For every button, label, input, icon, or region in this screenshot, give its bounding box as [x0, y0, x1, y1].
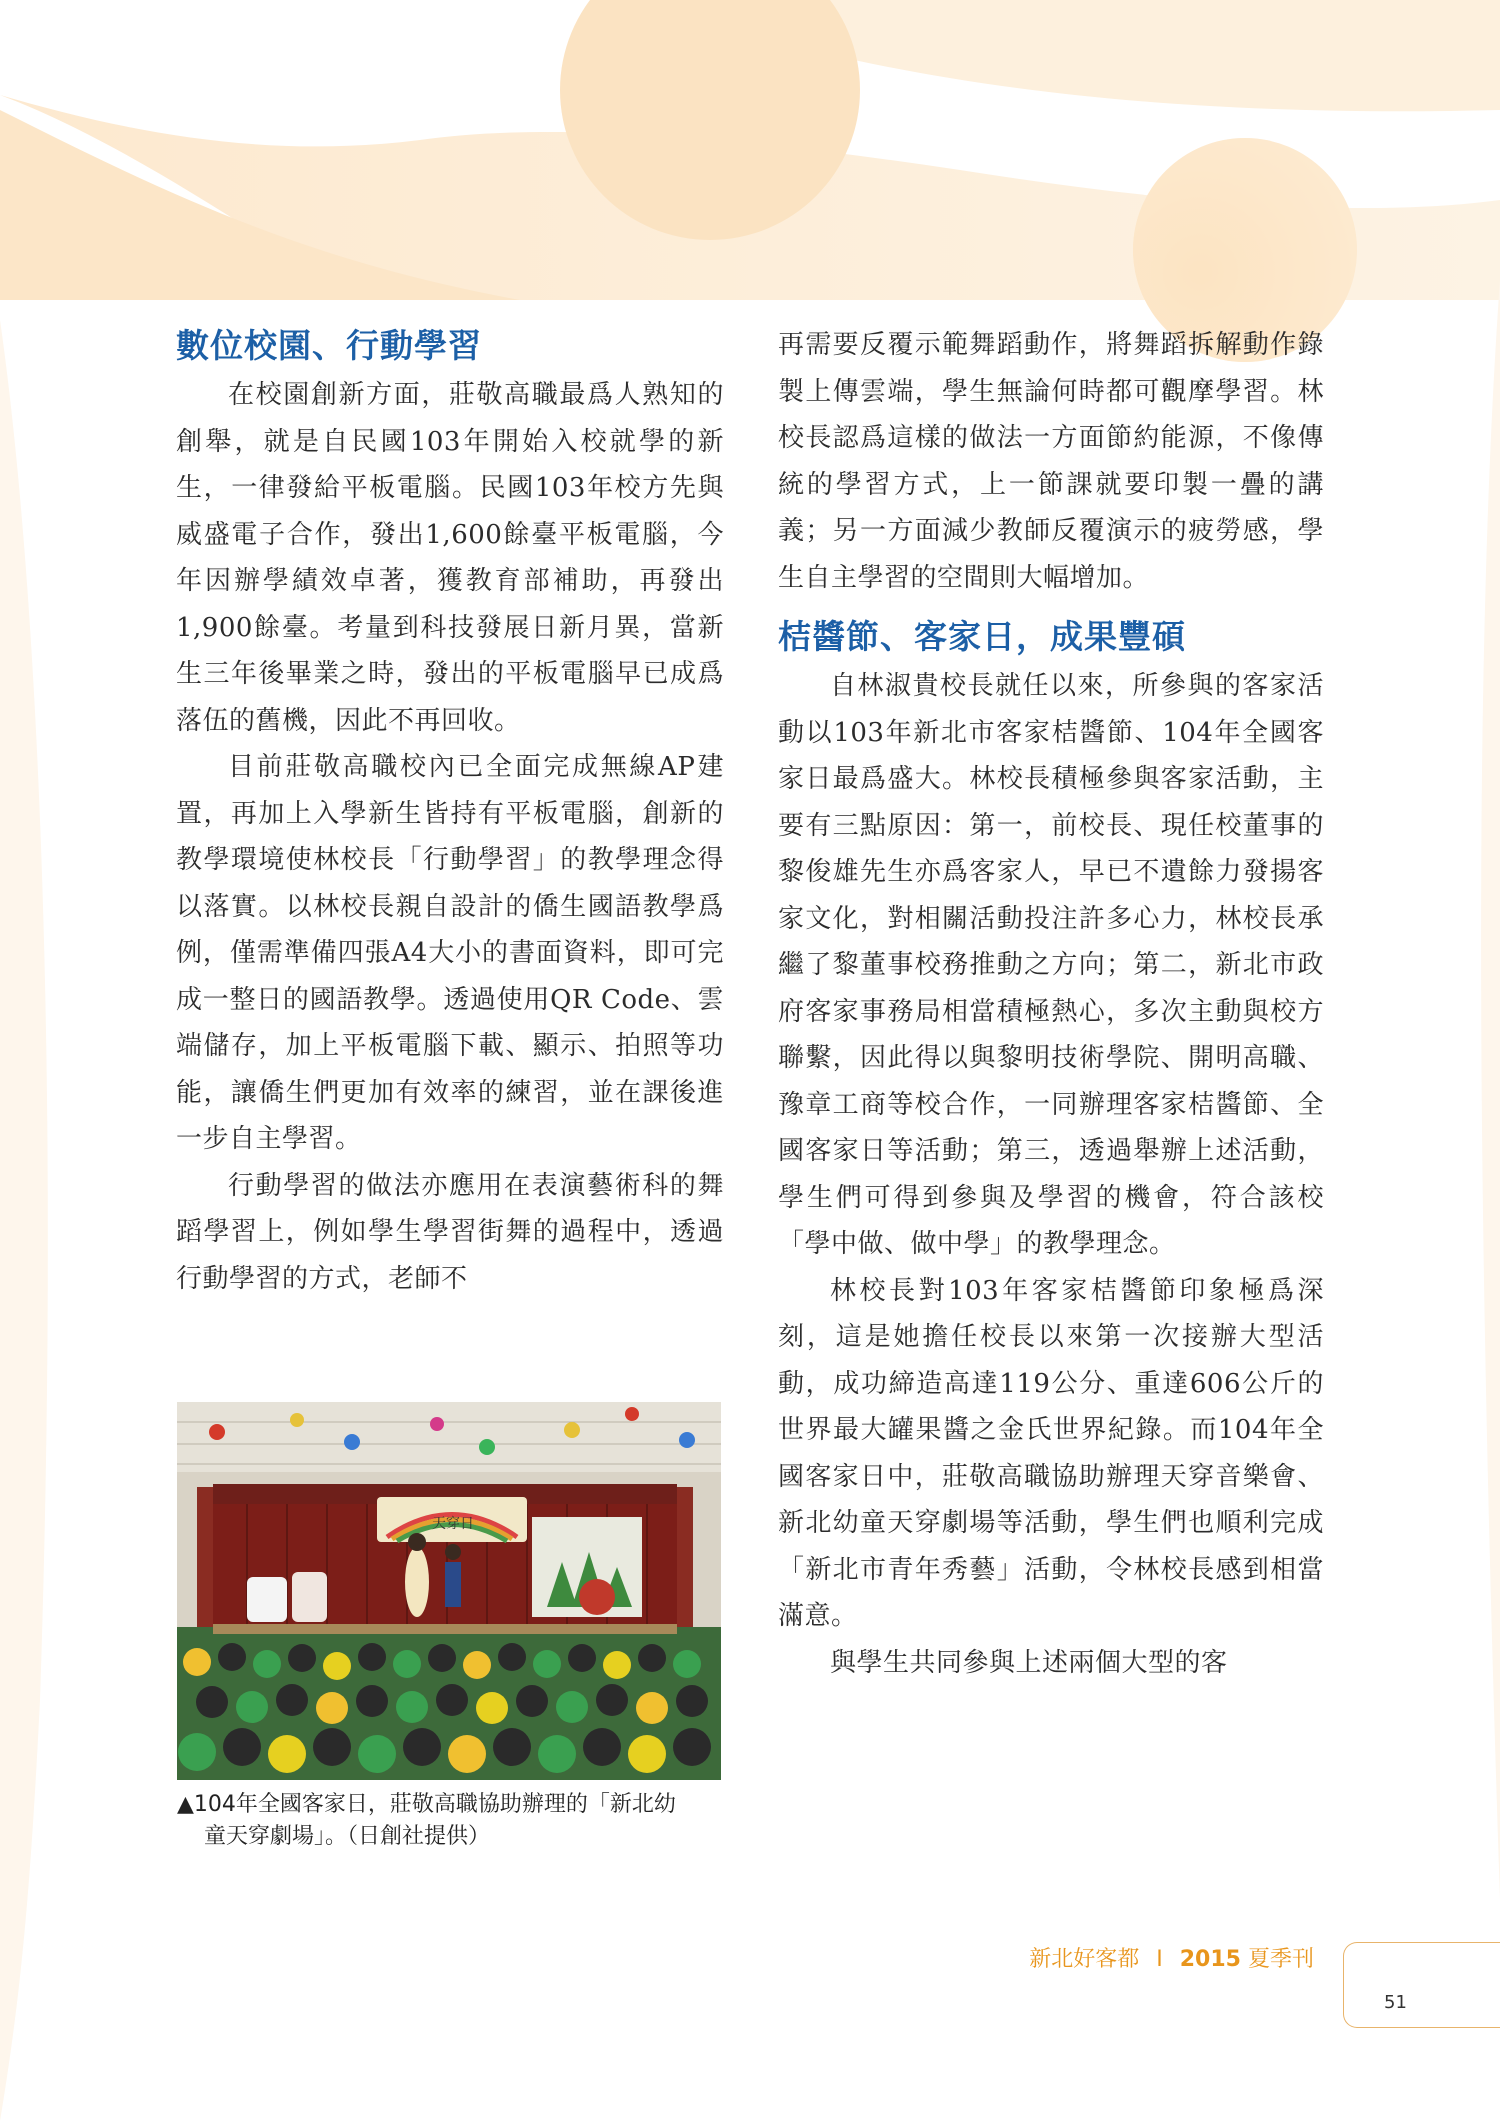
- paragraph: 目前莊敬高職校內已全面完成無線AP建置，再加上入學新生皆持有平板電腦，創新的教學環境使林校長「行動學習」的教學理念得以落實。以林校長親自設計的僑生國語教學爲例，僅需準備四張A4大小的書面資料，即可完成一整日的國語教學。透過使用QR Code、雲端儲存，加上平板電腦下載、顯示、拍照等功能，讓僑生們更加有效率的練習，並在課後進一步自主學習。: [176, 752, 724, 1154]
- left-column: [176, 322, 724, 1302]
- magazine-title: 新北好客都: [1029, 1947, 1140, 1972]
- right-column: [778, 322, 1324, 1686]
- issue-season: 夏季刊: [1247, 1947, 1314, 1972]
- footer-separator: I: [1156, 1947, 1163, 1972]
- magazine-footer: [1029, 1942, 1314, 1973]
- stage-photo: [177, 1402, 721, 1780]
- photo-caption: [177, 1789, 737, 1853]
- paragraph-continuation: 再需要反覆示範舞蹈動作，將舞蹈拆解動作錄製上傳雲端，學生無論何時都可觀摩學習。林校長認爲這樣的做法一方面節約能源，不像傳統的學習方式，上一節課就要印製一疊的講義；另一方面減少教師反覆演示的疲勞感，學生自主學習的空間則大幅增加。: [778, 330, 1324, 593]
- stage-sign-text: 天穿日: [432, 1516, 474, 1532]
- stage-photo-illustration: [177, 1402, 721, 1780]
- section-heading-hakka-events: 桔醬節、客家日，成果豐碩: [778, 617, 1186, 656]
- page-number: 51: [1384, 1992, 1407, 2013]
- paragraph: 林校長對103年客家桔醬節印象極爲深刻，這是她擔任校長以來第一次接辦大型活動，成功締造高達119公分、重達606公斤的世界最大罐果醬之金氏世界紀錄。而104年全國客家日中，莊敬高職協助辦理天穿音樂會、新北幼童天穿劇場等活動，學生們也順利完成「新北市青年秀藝」活動，令林校長感到相當滿意。: [778, 1275, 1324, 1631]
- paragraph: 與學生共同參與上述兩個大型的客: [830, 1647, 1228, 1678]
- paragraph: 行動學習的做法亦應用在表演藝術科的舞蹈學習上，例如學生學習街舞的過程中，透過行動學習的方式，老師不: [176, 1170, 724, 1294]
- paragraph: 在校園創新方面，莊敬高職最爲人熟知的創舉，就是自民國103年開始入校就學的新生，一律發給平板電腦。民國103年校方先與威盛電子合作，發出1,600餘臺平板電腦，今年因辦學績效卓著，獲教育部補助，再發出1,900餘臺。考量到科技發展日新月異，當新生三年後畢業之時，發出的平板電腦早已成爲落伍的舊機，因此不再回收。: [176, 380, 724, 736]
- section-heading-digital-campus: 數位校園、行動學習: [176, 326, 482, 365]
- caption-line-2: 童天穿劇場」。（日創社提供）: [204, 1824, 491, 1849]
- paragraph: 自林淑貴校長就任以來，所參與的客家活動以103年新北市客家桔醬節、104年全國客家日最爲盛大。林校長積極參與客家活動，主要有三點原因：第一，前校長、現任校董事的黎俊雄先生亦爲客家人，早已不遺餘力發揚客家文化，對相關活動投注許多心力，林校長承繼了黎董事校務推動之方向；第二，新北市政府客家事務局相當積極熱心，多次主動與校方聯繫，因此得以與黎明技術學院、開明高職、豫章工商等校合作，一同辦理客家桔醬節、全國客家日等活動；第三，透過舉辦上述活動，學生們可得到參與及學習的機會，符合該校「學中做、做中學」的教學理念。: [778, 671, 1324, 1259]
- issue-year: 2015: [1179, 1947, 1241, 1972]
- caption-line-1: ▲104年全國客家日，莊敬高職協助辦理的「新北幼: [177, 1792, 676, 1817]
- page-number-tab: [1343, 1942, 1500, 2028]
